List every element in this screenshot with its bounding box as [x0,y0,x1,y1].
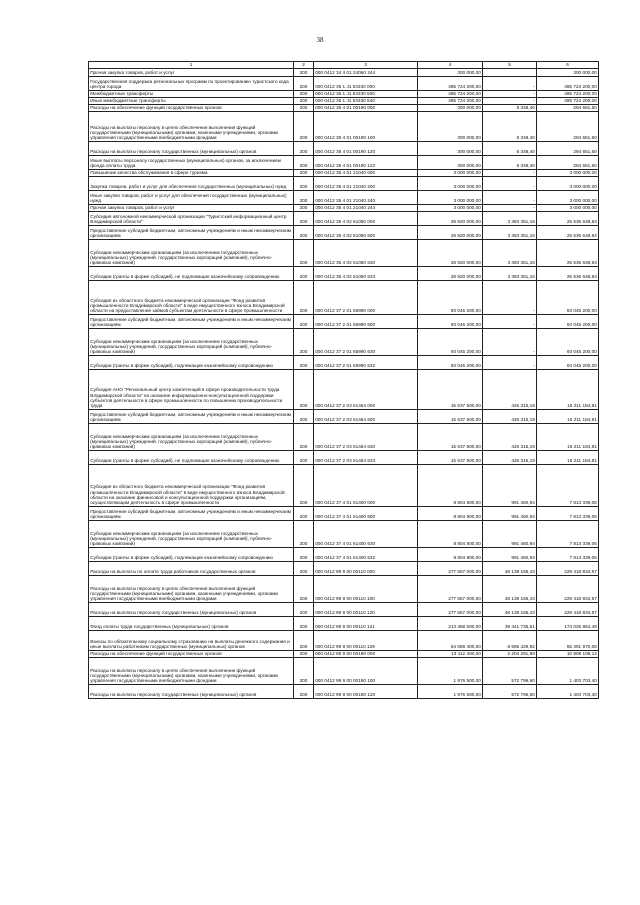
row-approved-cell: 277 557 000,00 [418,575,483,602]
row-line-code-cell: 200 [294,90,314,97]
row-name-cell: Иные закупки товаров, работ и услуг для обеспечения государственных (муниципальных) нужд [89,190,294,204]
row-name-cell: Межбюджетные трансферты [89,90,294,97]
row-line-code-cell: 200 [294,97,314,104]
row-approved-cell: 8 804 800,00 [418,520,483,547]
row-budget-code-cell: 000 0412 99 9 00 00190 000 [314,650,418,657]
row-remaining-cell: 25 536 648,84 [537,239,599,266]
row-line-code-cell: 200 [294,520,314,547]
row-approved-cell: 485 724 200,00 [418,97,483,104]
row-approved-cell: 15 637 500,00 [418,369,483,409]
row-approved-cell: 485 724 200,00 [418,90,483,97]
table-row [89,141,599,155]
row-line-code-cell: 200 [294,602,314,616]
row-executed-cell: - [483,280,537,314]
table-row [89,90,599,97]
row-line-code-cell: 200 [294,211,314,225]
row-line-code-cell: 200 [294,225,314,239]
row-approved-cell: 93 045 200,00 [418,355,483,369]
row-line-code-cell: 200 [294,314,314,328]
page-number: 38 [316,36,324,44]
row-executed-cell: 3 383 351,16 [483,239,537,266]
row-executed-cell: 426 315,19 [483,423,537,450]
row-line-code-cell: 200 [294,423,314,450]
row-executed-cell: - [483,355,537,369]
row-budget-code-cell: 000 0412 99 9 00 00190 120 [314,684,418,698]
row-name-cell: Расходы на обеспечение функций государственных органов [89,104,294,111]
row-remaining-cell: 3 000 000,00 [537,190,599,204]
row-name-cell: Субсидии (гранты в форме субсидий), не подлежащие казначейскому сопровождению [89,450,294,464]
row-approved-cell: 3 000 000,00 [418,176,483,190]
row-line-code-cell: 200 [294,169,314,176]
table-row [89,650,599,657]
row-approved-cell: 28 920 000,00 [418,266,483,280]
row-executed-cell: - [483,204,537,211]
row-name-cell: Субсидии (гранты в форме субсидий), подлежащие казначейскому сопровождению [89,547,294,561]
row-remaining-cell: 229 418 834,57 [537,561,599,575]
row-remaining-cell: 15 211 184,81 [537,409,599,423]
table-row [89,630,599,650]
row-remaining-cell: 3 000 000,00 [537,176,599,190]
row-executed-cell: - [483,176,537,190]
row-budget-code-cell: 000 0412 37 2 03 61464 000 [314,369,418,409]
row-budget-code-cell: 000 0412 99 9 00 00110 120 [314,602,418,616]
row-budget-code-cell: 000 0412 35 4 01 21040 240 [314,190,418,204]
row-line-code-cell: 200 [294,684,314,698]
row-name-cell: Расходы на выплаты по оплате труда работников государственных органов [89,561,294,575]
row-name-cell: Расходы на обеспечение функций государственных органов [89,650,294,657]
row-executed-cell: 991 460,94 [483,464,537,506]
row-remaining-cell: 294 651,60 [537,155,599,169]
row-approved-cell: 28 920 000,00 [418,225,483,239]
table-row [89,155,599,169]
row-line-code-cell: 200 [294,561,314,575]
row-name-cell: Государственная поддержка региональных программ по проектированию туристского кода центра города [89,76,294,90]
row-remaining-cell: 7 813 339,06 [537,520,599,547]
row-name-cell: Субсидия автономной некоммерческой организации "Туристский информационный центр Владимирской области" [89,211,294,225]
row-executed-cell: - [483,190,537,204]
row-line-code-cell: 200 [294,355,314,369]
row-budget-code-cell: 000 0412 99 9 00 00190 100 [314,657,418,684]
row-executed-cell: 3 383 351,16 [483,211,537,225]
row-budget-code-cell: 000 0412 35 4 01 00190 000 [314,104,418,111]
row-budget-code-cell: 000 0412 34 4 01 24060 244 [314,68,418,76]
table-row [89,97,599,104]
row-line-code-cell: 200 [294,575,314,602]
row-budget-code-cell: 000 0412 35 4 02 61050 633 [314,266,418,280]
row-line-code-cell: 200 [294,141,314,155]
row-executed-cell: 991 460,94 [483,547,537,561]
row-executed-cell: 572 796,60 [483,684,537,698]
row-remaining-cell: 300 000,00 [537,68,599,76]
row-budget-code-cell: 000 0412 37 4 01 61400 630 [314,520,418,547]
row-name-cell: Предоставление субсидий бюджетным, автономным учреждениям и иным некоммерческим организациям [89,314,294,328]
row-remaining-cell: 93 045 200,00 [537,280,599,314]
table-row [89,409,599,423]
row-line-code-cell: 200 [294,657,314,684]
table-row [89,104,599,111]
column-header: 1 [89,62,294,69]
table-row [89,616,599,630]
row-executed-cell: 5 348,40 [483,104,537,111]
table-row [89,506,599,520]
row-name-cell: Расходы на выплаты персоналу государственных (муниципальных) органов [89,602,294,616]
row-line-code-cell: 200 [294,650,314,657]
row-budget-code-cell: 000 0412 37 2 01 65990 632 [314,355,418,369]
row-approved-cell: 13 112 400,00 [418,650,483,657]
row-budget-code-cell: 000 0412 99 9 00 00110 100 [314,575,418,602]
row-executed-cell [483,68,537,76]
row-remaining-cell: 7 813 339,06 [537,464,599,506]
row-line-code-cell: 200 [294,506,314,520]
row-name-cell: Предоставление субсидий бюджетным, автономным учреждениям и иным некоммерческим организациям [89,506,294,520]
budget-execution-table [88,61,599,699]
table-row [89,657,599,684]
row-budget-code-cell: 000 0412 37 4 01 61400 600 [314,506,418,520]
table-row [89,602,599,616]
row-approved-cell: 8 804 800,00 [418,506,483,520]
row-line-code-cell: 200 [294,76,314,90]
row-budget-code-cell: 000 0412 37 2 03 61464 633 [314,450,418,464]
row-executed-cell: 426 315,19 [483,409,537,423]
row-line-code-cell: 200 [294,176,314,190]
row-remaining-cell: 15 211 184,81 [537,423,599,450]
table-row [89,450,599,464]
row-executed-cell: 39 441 735,51 [483,616,537,630]
row-approved-cell: 1 976 500,00 [418,657,483,684]
row-name-cell: Предоставление субсидий бюджетным, автономным учреждениям и иным некоммерческим организациям [89,409,294,423]
column-header: 3 [314,62,418,69]
row-remaining-cell: 229 418 834,57 [537,602,599,616]
row-remaining-cell: 15 211 184,81 [537,450,599,464]
row-line-code-cell: 200 [294,450,314,464]
row-name-cell: Предоставление субсидий бюджетным, автономным учреждениям и иным некоммерческим организациям [89,225,294,239]
row-remaining-cell: 25 536 648,84 [537,211,599,225]
row-line-code-cell: 200 [294,630,314,650]
row-line-code-cell: 200 [294,111,314,141]
row-budget-code-cell: 000 0412 35 4 02 61050 000 [314,211,418,225]
row-approved-cell: 300 000,00 [418,111,483,141]
row-name-cell: Субсидии некоммерческим организациям (за исключением государственных (муниципальных) учреждений, государственных корпораций (компаний), публично-правовых компаний) [89,423,294,450]
row-line-code-cell: 200 [294,547,314,561]
row-budget-code-cell: 000 0412 37 2 03 61464 630 [314,423,418,450]
row-budget-code-cell: 000 0412 35 4 01 21040 244 [314,204,418,211]
row-line-code-cell: 200 [294,266,314,280]
row-line-code-cell: 200 [294,409,314,423]
row-executed-cell: - [483,328,537,355]
row-remaining-cell: 485 724 200,00 [537,76,599,90]
column-header: 5 [483,62,537,69]
row-approved-cell: 8 804 800,00 [418,464,483,506]
row-name-cell: Взносы по обязательному социальному страхованию на выплаты денежного содержания и иные выплаты работникам государственных (муниципальных) органов [89,630,294,650]
row-executed-cell: 5 348,40 [483,155,537,169]
table-body [89,68,599,698]
row-executed-cell: 991 460,94 [483,506,537,520]
row-remaining-cell: 93 045 200,00 [537,355,599,369]
row-name-cell: Иные выплаты персоналу государственных (муниципальных) органов, за исключением фонда оплаты труда [89,155,294,169]
table-row [89,520,599,547]
row-name-cell: Расходы на выплаты персоналу государственных (муниципальных) органов [89,141,294,155]
row-line-code-cell: 200 [294,239,314,266]
row-budget-code-cell: 000 0412 35 1 J1 53330 500 [314,90,418,97]
row-name-cell: Прочая закупка товаров, работ и услуг [89,68,294,76]
row-name-cell: Закупка товаров, работ и услуг для обеспечения государственных (муниципальных) нужд [89,176,294,190]
row-name-cell: Прочая закупка товаров, работ и услуг [89,204,294,211]
row-budget-code-cell: 000 0412 35 4 02 61050 600 [314,225,418,239]
row-name-cell: Расходы на выплаты персоналу в целях обеспечения выполнения функций государственными (муниципальными) органами, казенными учреждениями, органами управления государственными внебюджетными фондами [89,657,294,684]
row-name-cell: Субсидии (гранты в форме субсидий), не подлежащие казначейскому сопровождению [89,266,294,280]
row-budget-code-cell: 000 0412 35 4 01 21040 000 [314,169,418,176]
row-name-cell: Расходы на выплаты персоналу государственных (муниципальных) органов [89,684,294,698]
row-executed-cell: 991 460,94 [483,520,537,547]
table-row [89,355,599,369]
row-remaining-cell: 3 000 000,00 [537,169,599,176]
row-line-code-cell: 200 [294,190,314,204]
row-approved-cell: 485 724 200,00 [418,76,483,90]
row-budget-code-cell: 000 0412 37 4 01 61400 000 [314,464,418,506]
row-name-cell: Субсидии некоммерческим организациям (за исключением государственных (муниципальных) учреждений, государственных корпораций (компаний), публично-правовых компаний) [89,239,294,266]
row-executed-cell: 572 796,60 [483,657,537,684]
row-executed-cell: 3 383 351,16 [483,266,537,280]
row-remaining-cell: 7 813 339,06 [537,547,599,561]
row-remaining-cell: 174 026 864,49 [537,616,599,630]
column-header: 6 [537,62,599,69]
row-remaining-cell: 93 045 200,00 [537,314,599,328]
row-remaining-cell: 294 651,60 [537,104,599,111]
row-remaining-cell: 1 403 703,40 [537,657,599,684]
row-remaining-cell: 485 724 200,00 [537,97,599,104]
row-approved-cell: 213 468 600,00 [418,616,483,630]
row-approved-cell: 300 000,00 [418,68,483,76]
row-name-cell: Повышение качества обслуживания в сфере туризма [89,169,294,176]
row-approved-cell: 277 557 000,00 [418,561,483,575]
table-row [89,464,599,506]
row-remaining-cell: 55 391 970,08 [537,630,599,650]
row-name-cell: Расходы на выплаты персоналу в целях обеспечения выполнения функций государственными (муниципальными) органами, казенными учреждениями, органами управления государственными внебюджетными фондами [89,111,294,141]
row-line-code-cell: 200 [294,68,314,76]
row-budget-code-cell: 000 0412 37 4 01 61400 632 [314,547,418,561]
table-row [89,575,599,602]
table-row [89,328,599,355]
row-remaining-cell: 294 651,60 [537,141,599,155]
row-budget-code-cell: 000 0412 37 2 01 65990 000 [314,280,418,314]
table-row [89,204,599,211]
table-row [89,239,599,266]
row-name-cell: Субсидии (гранты в форме субсидий), подлежащие казначейскому сопровождению [89,355,294,369]
table-row [89,314,599,328]
row-approved-cell: 93 045 200,00 [418,328,483,355]
row-budget-code-cell: 000 0412 37 2 01 65990 600 [314,314,418,328]
row-remaining-cell: 10 908 108,12 [537,650,599,657]
row-name-cell: Субсидии некоммерческим организациям (за исключением государственных (муниципальных) учреждений, государственных корпораций (компаний), публично-правовых компаний) [89,520,294,547]
row-executed-cell: 48 138 165,43 [483,602,537,616]
table-row [89,211,599,225]
row-approved-cell: 15 637 500,00 [418,409,483,423]
row-approved-cell: 3 000 000,00 [418,204,483,211]
row-executed-cell: - [483,169,537,176]
row-approved-cell: 93 045 200,00 [418,314,483,328]
row-approved-cell: 300 000,00 [418,104,483,111]
table-row [89,423,599,450]
row-approved-cell: 300 000,00 [418,141,483,155]
row-budget-code-cell: 000 0412 35 4 02 61050 630 [314,239,418,266]
row-name-cell: Субсидии некоммерческим организациям (за исключением государственных (муниципальных) учреждений, государственных корпораций (компаний), публично-правовых компаний) [89,328,294,355]
row-executed-cell: 426 315,19 [483,450,537,464]
row-budget-code-cell: 000 0412 35 4 01 00190 120 [314,141,418,155]
row-remaining-cell: 294 651,60 [537,111,599,141]
row-budget-code-cell: 000 0412 35 1 J1 53330 540 [314,97,418,104]
row-executed-cell: 5 348,40 [483,141,537,155]
row-line-code-cell: 200 [294,104,314,111]
row-line-code-cell: 200 [294,369,314,409]
column-header: 4 [418,62,483,69]
row-executed-cell: 48 138 165,43 [483,561,537,575]
row-budget-code-cell: 000 0412 35 4 01 21040 200 [314,176,418,190]
row-executed-cell: - [483,76,537,90]
row-budget-code-cell: 000 0412 35 4 01 00190 122 [314,155,418,169]
row-remaining-cell: 3 000 000,00 [537,204,599,211]
table-row [89,68,599,76]
row-approved-cell: 93 045 200,00 [418,280,483,314]
row-executed-cell: 2 204 291,88 [483,650,537,657]
row-approved-cell: 8 804 800,00 [418,547,483,561]
row-line-code-cell: 200 [294,616,314,630]
row-remaining-cell: 15 211 184,81 [537,369,599,409]
row-budget-code-cell: 000 0412 37 2 03 61464 600 [314,409,418,423]
row-line-code-cell: 200 [294,155,314,169]
row-budget-code-cell: 000 0412 37 2 01 65990 630 [314,328,418,355]
table-row [89,280,599,314]
row-executed-cell: 426 315,19 [483,369,537,409]
row-remaining-cell: 25 536 648,84 [537,266,599,280]
row-approved-cell: 15 637 500,00 [418,450,483,464]
row-name-cell: Субсидия АНО "Региональный центр компетенций в сфере производительности труда Владимирской области" на оказание информационно-консультационной поддержки субъектов деятельности в сфере промышленности по повышению производительности труда [89,369,294,409]
table-row [89,369,599,409]
row-approved-cell: 3 000 000,00 [418,190,483,204]
column-header: 2 [294,62,314,69]
table-row [89,190,599,204]
row-approved-cell: 64 088 400,00 [418,630,483,650]
row-remaining-cell: 485 724 200,00 [537,90,599,97]
row-approved-cell: 15 637 500,00 [418,423,483,450]
table-row [89,111,599,141]
row-budget-code-cell: 000 0412 99 9 00 00110 129 [314,630,418,650]
table-row [89,561,599,575]
row-approved-cell: 28 920 000,00 [418,211,483,225]
row-approved-cell: 1 976 500,00 [418,684,483,698]
row-approved-cell: 300 000,00 [418,155,483,169]
row-budget-code-cell: 000 0412 35 4 01 00190 100 [314,111,418,141]
row-name-cell: Расходы на выплаты персоналу в целях обеспечения выполнения функций государственными (муниципальными) органами, казенными учреждениями, органами управления государственными внебюджетными фондами [89,575,294,602]
table-row [89,225,599,239]
row-executed-cell: - [483,90,537,97]
row-budget-code-cell: 000 0412 99 9 00 00110 121 [314,616,418,630]
table-row [89,266,599,280]
row-executed-cell: - [483,97,537,104]
row-line-code-cell: 200 [294,328,314,355]
row-name-cell: Фонд оплаты труда государственных (муниципальных) органов [89,616,294,630]
row-remaining-cell: 7 813 339,06 [537,506,599,520]
table-row [89,176,599,190]
row-line-code-cell: 200 [294,280,314,314]
row-name-cell: Субсидия из областного бюджета некоммерческой организации "Фонд развития промышленности Владимирской области" в виде имущественного взноса Владимирской области на предоставление займов субъектам деятельности в сфере промышленности [89,280,294,314]
row-remaining-cell: 229 418 834,57 [537,575,599,602]
row-executed-cell: 3 383 351,16 [483,225,537,239]
row-budget-code-cell: 000 0412 35 1 J1 53330 000 [314,76,418,90]
row-approved-cell: 277 557 000,00 [418,602,483,616]
row-name-cell: Субсидия из областного бюджета некоммерческой организации "Фонд развития промышленности Владимирской области" в виде имущественного взноса Владимирской области на оказание финансовой и консультационной поддержки организациям, осуществляющим деятельность в сфере промышленности [89,464,294,506]
table-row [89,76,599,90]
row-executed-cell: 8 696 429,92 [483,630,537,650]
row-approved-cell: 3 000 000,00 [418,169,483,176]
row-executed-cell: - [483,314,537,328]
table-row [89,547,599,561]
table-row [89,684,599,698]
row-remaining-cell: 1 403 703,40 [537,684,599,698]
row-budget-code-cell: 000 0412 99 9 00 00110 000 [314,561,418,575]
column-number-row [89,62,599,69]
row-remaining-cell: 25 536 648,84 [537,225,599,239]
row-executed-cell: 48 138 165,43 [483,575,537,602]
row-line-code-cell: 200 [294,204,314,211]
row-line-code-cell: 200 [294,464,314,506]
row-name-cell: Иные межбюджетные трансферты [89,97,294,104]
table-row [89,169,599,176]
row-executed-cell: 5 348,40 [483,111,537,141]
row-approved-cell: 28 920 000,00 [418,239,483,266]
row-remaining-cell: 93 045 200,00 [537,328,599,355]
